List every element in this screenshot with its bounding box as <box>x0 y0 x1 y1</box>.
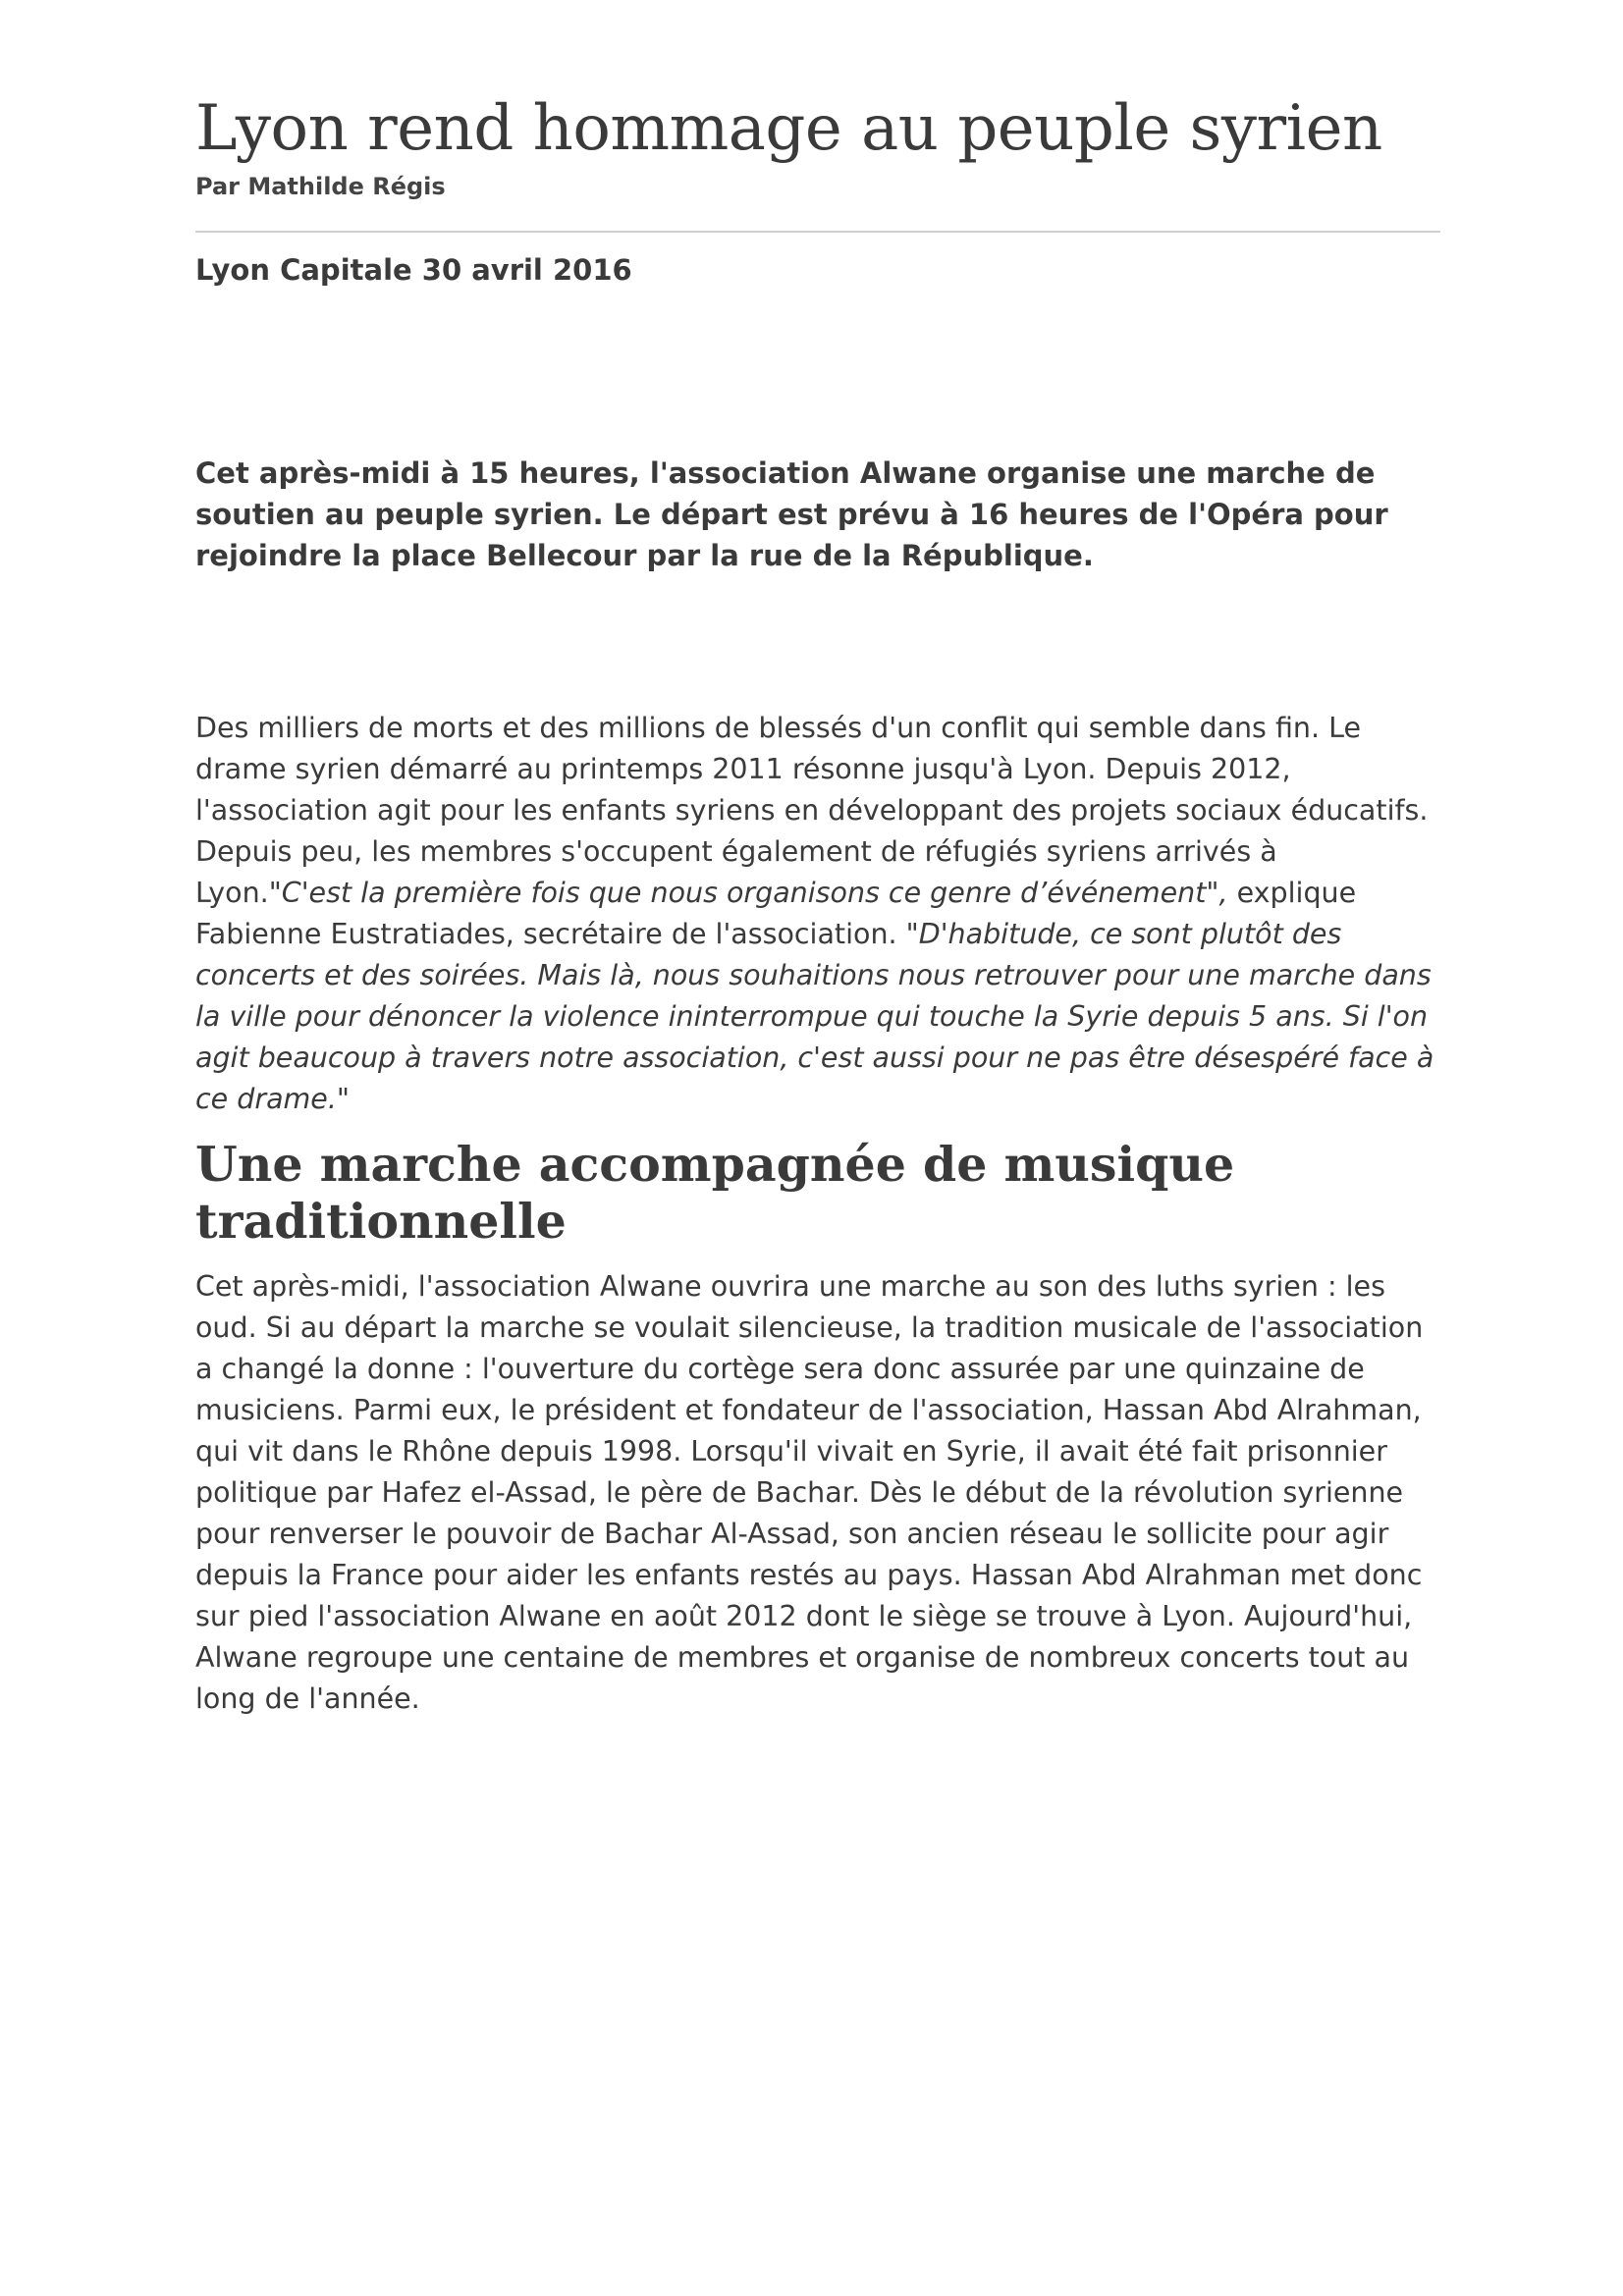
paragraph-1-quote-a: "C'est la première fois que nous organisons ce genre d’événement", <box>268 877 1228 909</box>
article-byline: Par Mathilde Régis <box>195 173 446 200</box>
article-paragraph-1 <box>195 708 1440 1120</box>
section-heading: Une marche accompagnée de musique traditionnelle <box>195 1136 1235 1250</box>
paragraph-1-text-b: explique Fabienne Eustratiades, secrétaire de l'association. <box>195 877 1357 950</box>
paragraph-1-quote-b: "D'habitude, ce sont plutôt des concerts et des soirées. Mais là, nous souhaitions nous retrouver pour une marche dans la ville pour dénoncer la violence ininterrompue qui touche la Syrie depuis 5 ans. Si l'on agit beaucoup à travers notre association, c'est aussi pour ne pas être désespéré face à ce drame." <box>195 918 1434 1115</box>
article-lede: Cet après-midi à 15 heures, l'association Alwane organise une marche de soutien au peuple syrien. Le départ est prévu à 16 heures de l'Opéra pour rejoindre la place Bellecour par la rue de la République. <box>195 456 1388 572</box>
article-title: Lyon rend hommage au peuple syrien <box>195 92 1382 165</box>
header-divider <box>195 231 1440 233</box>
article-source-date: Lyon Capitale 30 avril 2016 <box>195 253 632 287</box>
article-paragraph-2: Cet après-midi, l'association Alwane ouvrira une marche au son des luths syrien : les oud. Si au départ la marche se voulait silencieuse, la tradition musicale de l'association a changé la donne : l'ouverture du cortège sera donc assurée par une quinzaine de musiciens. Parmi eux, le président et fondateur de l'association, Hassan Abd Alrahman, qui vit dans le Rhône depuis 1998. Lorsqu'il vivait en Syrie, il avait été fait prisonnier politique par Hafez el-Assad, le père de Bachar. Dès le début de la révolution syrienne pour renverser le pouvoir de Bachar Al-Assad, son ancien réseau le sollicite pour agir depuis la France pour aider les enfants restés au pays. Hassan Abd Alrahman met donc sur pied l'association Alwane en août 2012 dont le siège se trouve à Lyon. Aujourd'hui, Alwane regroupe une centaine de membres et organise de nombreux concerts tout au long de l'année. <box>195 1270 1424 1715</box>
article <box>195 90 1440 1720</box>
paragraph-1-text-a: Des milliers de morts et des millions de blessés d'un conflit qui semble dans fin. Le drame syrien démarré au printemps 2011 résonne jusqu'à Lyon. Depuis 2012, l'association agit pour les enfants syriens en développant des projets sociaux éducatifs. Depuis peu, les membres s'occupent également de réfugiés syriens arrivés à Lyon. <box>195 712 1429 909</box>
